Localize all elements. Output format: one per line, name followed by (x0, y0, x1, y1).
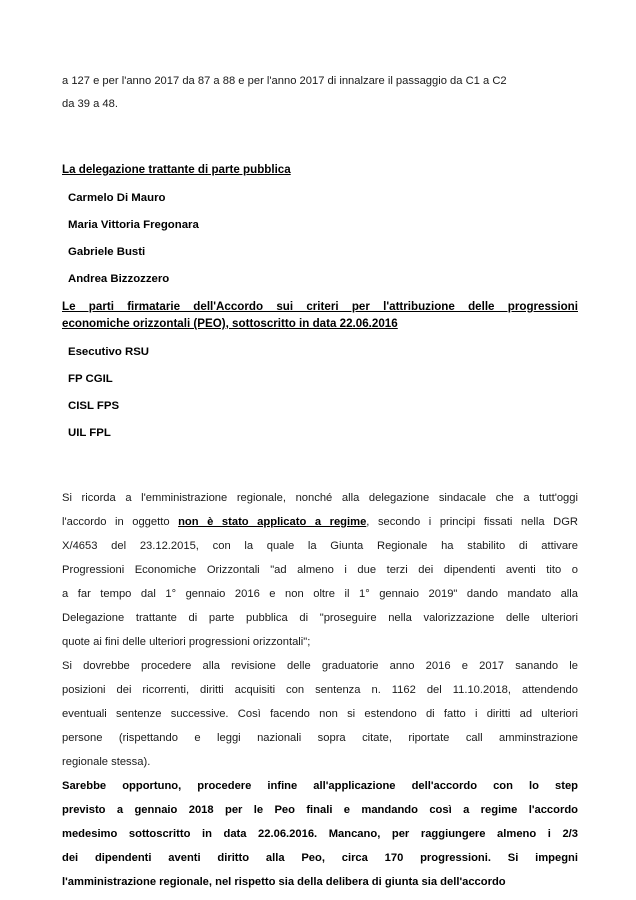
list-item: Gabriele Busti (68, 246, 146, 258)
paragraph-1-line-2 (62, 510, 578, 534)
paragraph-3-line-1: Sarebbe opportuno, procedere infine all'applicazione dell'accordo con lo step (62, 780, 578, 792)
signatory-heading-line-2: economiche orizzontali (PEO), sottoscritto in data 22.06.2016 (62, 317, 398, 330)
list-item: Esecutivo RSU (68, 346, 150, 358)
list-item: Carmelo Di Mauro (68, 192, 166, 204)
public-delegation-section (62, 161, 578, 286)
top-paragraph-line-1: a 127 e per l'anno 2017 da 87 a 88 e per l'anno 2017 di innalzare il passaggio da C1 a C2 (62, 75, 507, 87)
list-item: Maria Vittoria Fregonara (68, 219, 199, 231)
paragraph-1-line-5: a far tempo dal 1° gennaio 2016 e non oltre il 1° gennaio 2019" dando mandato alla (62, 588, 578, 600)
paragraph-1-line-7: quote ai fini delle ulteriori progressioni orizzontali"; (62, 636, 311, 648)
document-content (62, 70, 578, 894)
top-continuation-paragraph (62, 70, 578, 116)
paragraph-3-line-2: previsto a gennaio 2018 per le Peo finali e mandando così a regime l'accordo (62, 804, 578, 816)
paragraph-1-line-2-prefix: l'accordo in oggetto (62, 516, 179, 528)
paragraph-2-line-2: posizioni dei ricorrenti, diritti acquisiti con sentenza n. 1162 del 11.10.2018, attendendo (62, 684, 578, 696)
list-item: CISL FPS (68, 400, 120, 412)
paragraph-2-line-5: regionale stessa). (62, 756, 151, 768)
paragraph-2-line-1: Si dovrebbe procedere alla revisione delle graduatorie anno 2016 e 2017 sanando le (62, 660, 578, 672)
top-paragraph-line-2: da 39 a 48. (62, 98, 118, 110)
signatory-parties-section (62, 298, 578, 440)
public-delegation-heading: La delegazione trattante di parte pubblica (62, 163, 291, 176)
signatory-parties-heading (62, 298, 578, 332)
paragraph-2-line-3: eventuali sentenze successive. Così facendo non si estendono di fatto i diritti ad ulteriori (62, 708, 578, 720)
paragraph-1-line-1: Si ricorda a l'emministrazione regionale, nonché alla delegazione sindacale che a tutt'oggi (62, 492, 578, 504)
body-paragraph-3 (62, 774, 578, 894)
paragraph-1-line-6: Delegazione trattante di parte pubblica di "proseguire nella valorizzazione delle ulteriori (62, 612, 578, 624)
paragraph-3-line-5: l'amministrazione regionale, nel rispetto sia della delibera di giunta sia dell'accordo (62, 876, 506, 888)
signatory-heading-line-1: Le parti firmatarie dell'Accordo sui criteri per l'attribuzione delle progressioni (62, 300, 578, 313)
paragraph-1-line-2-suffix: , secondo i principi fissati nella DGR (366, 516, 578, 528)
body-paragraph-1 (62, 486, 578, 654)
list-item: Andrea Bizzozzero (68, 273, 170, 285)
body-text-block (62, 486, 578, 894)
body-paragraph-2 (62, 654, 578, 774)
paragraph-3-line-3: medesimo sottoscritto in data 22.06.2016. Mancano, per raggiungere almeno i 2/3 (62, 828, 578, 840)
signatory-parties-list (62, 345, 578, 440)
list-item: UIL FPL (68, 427, 111, 439)
public-delegation-member-list (62, 191, 578, 286)
paragraph-1-line-3: X/4653 del 23.12.2015, con la quale la Giunta Regionale ha stabilito di attivare (62, 540, 578, 552)
paragraph-2-line-4: persone (rispettando e leggi nazionali sopra citate, riportate call amminstrazione (62, 732, 578, 744)
emphasis-non-applicato-a-regime: non è stato applicato a regime (178, 516, 367, 528)
paragraph-1-line-4: Progressioni Economiche Orizzontali "ad almeno i due terzi dei dipendenti aventi tito o (62, 564, 578, 576)
paragraph-3-line-4: dei dipendenti aventi diritto alla Peo, circa 170 progressioni. Si impegni (62, 852, 578, 864)
list-item: FP CGIL (68, 373, 113, 385)
